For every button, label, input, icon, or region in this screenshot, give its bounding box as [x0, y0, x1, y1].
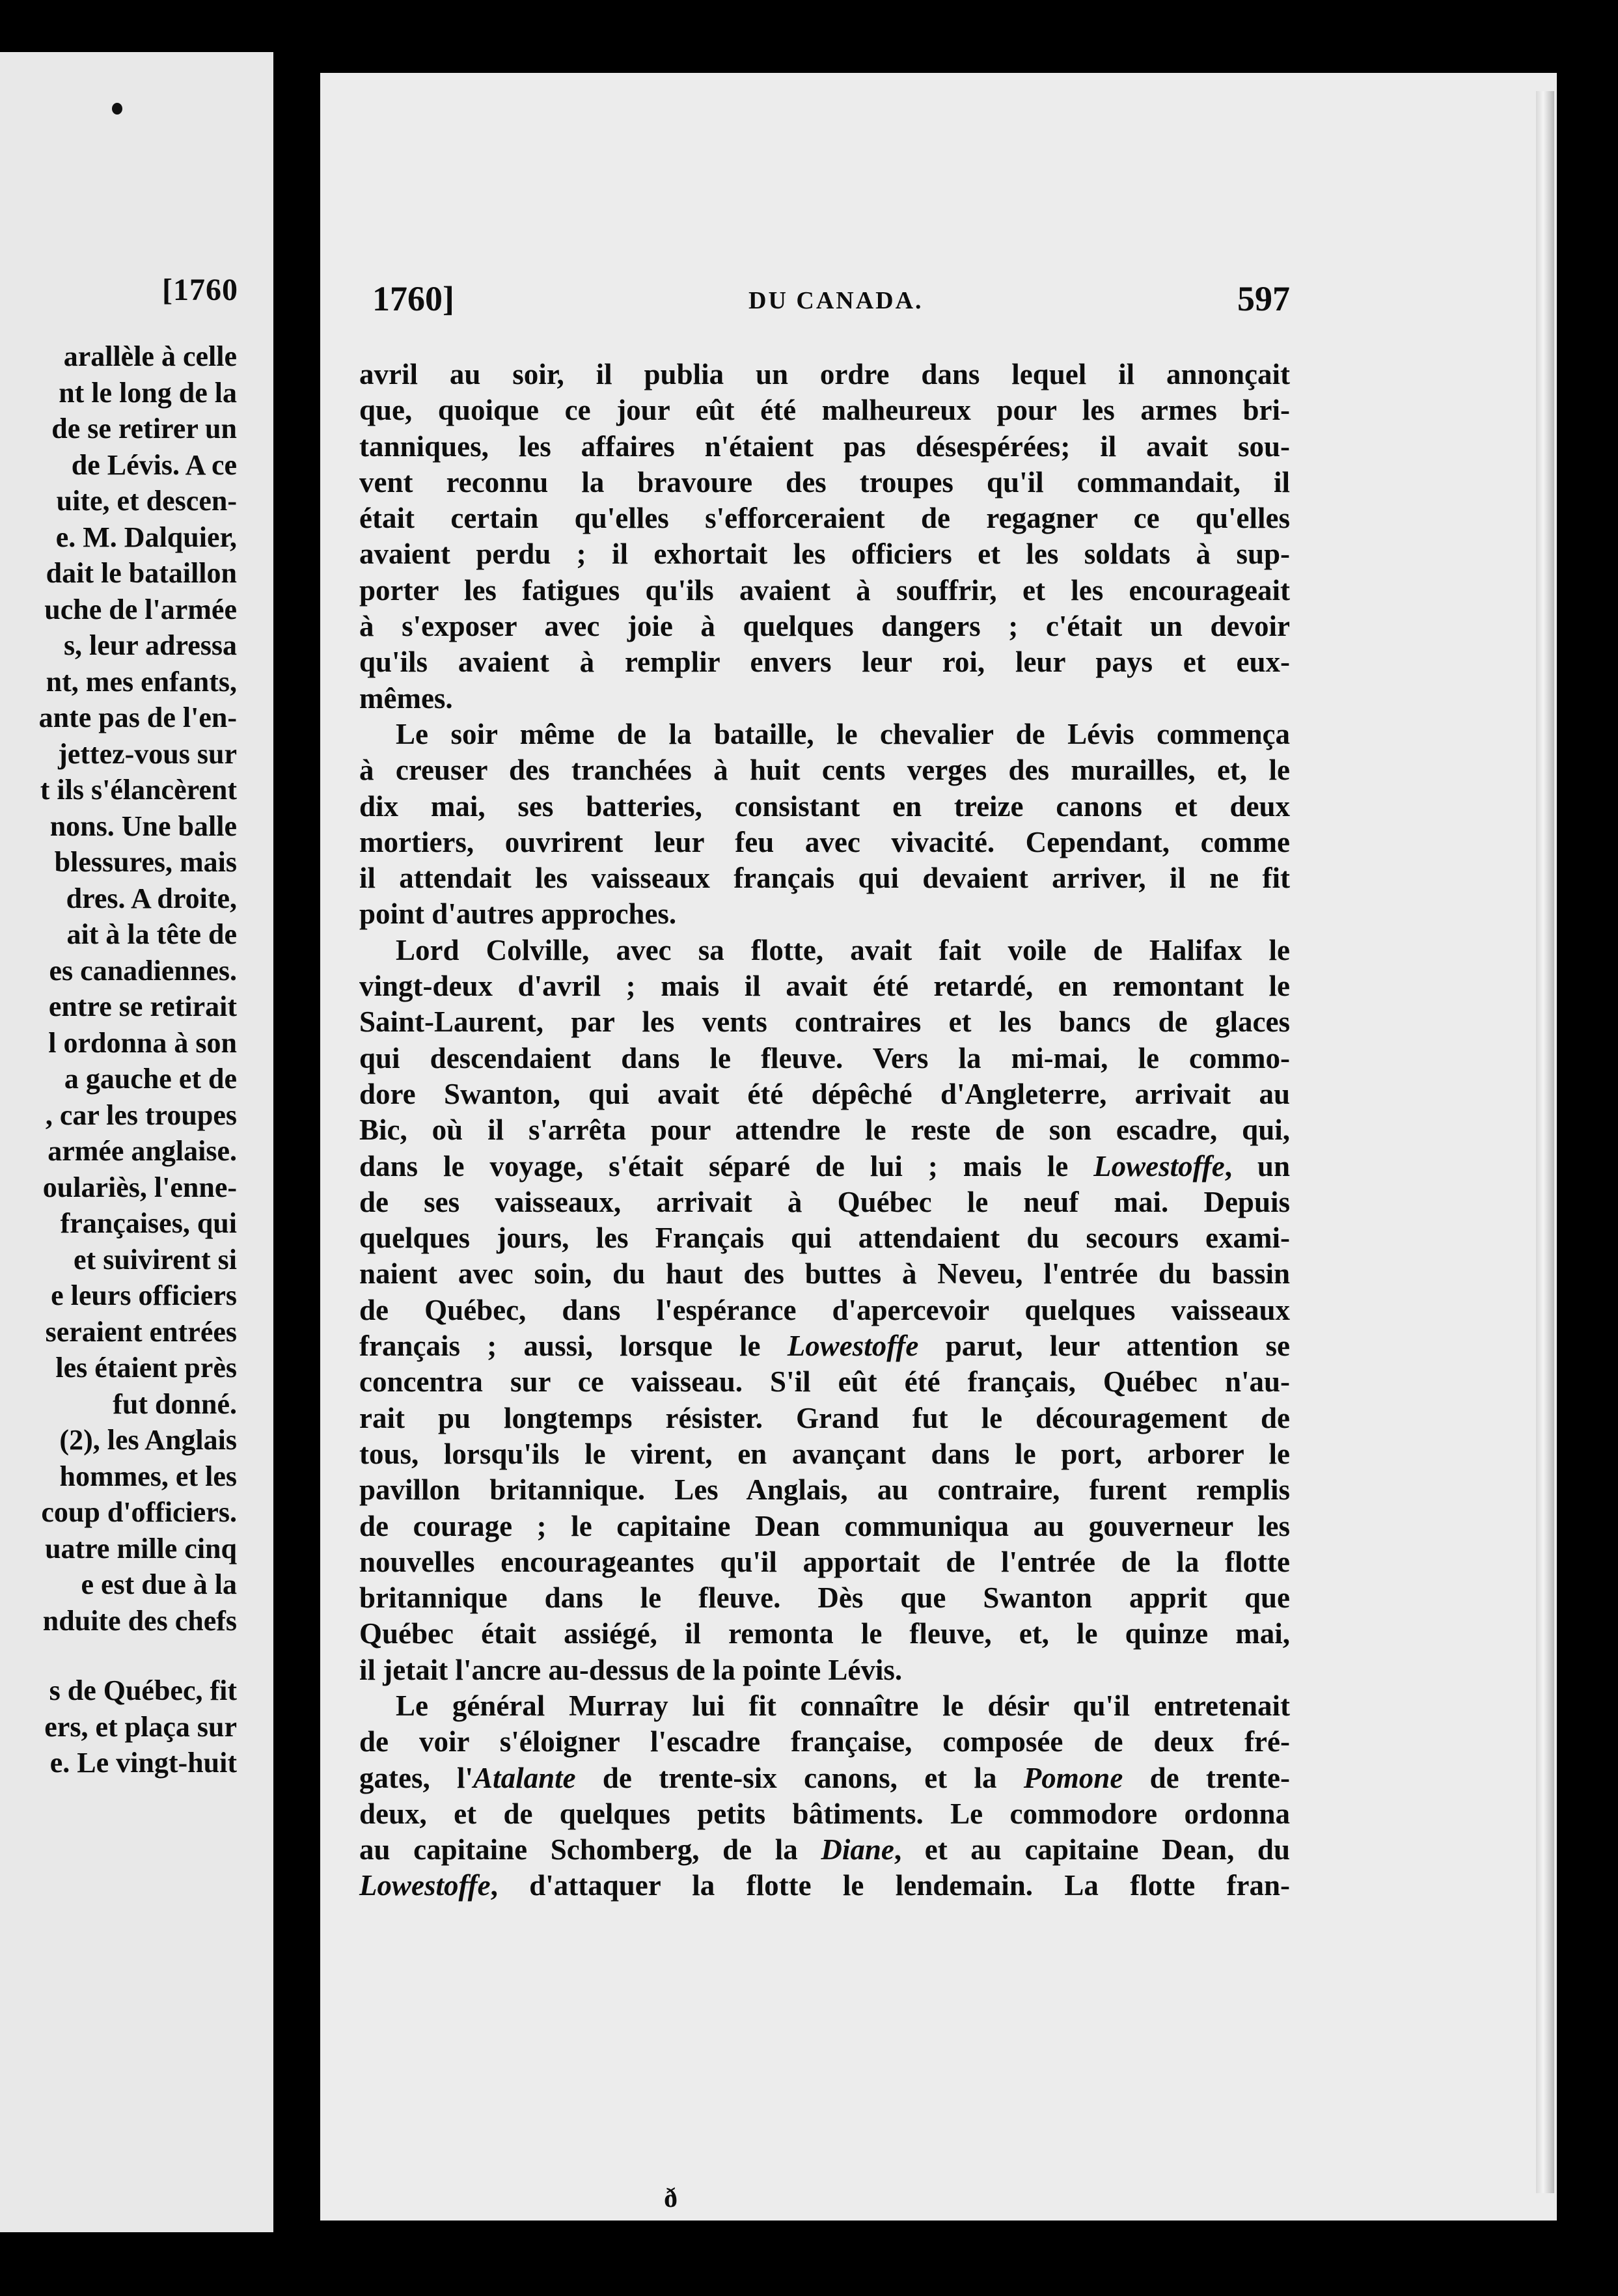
text-line: pavillon britannique. Les Anglais, au contraire, furent remplis — [359, 1473, 1290, 1507]
text-line: à s'exposer avec joie à quelques dangers ; c'était un devoir — [359, 610, 1290, 643]
text-line: mortiers, ouvrirent leur feu avec vivacité. Cependant, comme — [359, 825, 1290, 858]
text-run: parut, leur attention se — [918, 1330, 1290, 1363]
left-text-line: et suivirent si — [74, 1243, 237, 1276]
text-line: vent reconnu la bravoure des troupes qu'il commandait, il — [359, 465, 1290, 499]
left-text-line: (2), les Anglais — [59, 1424, 237, 1456]
left-text-line: blessures, mais — [54, 846, 237, 878]
text-line: Le général Murray lui fit connaître le désir qu'il entretenait — [396, 1689, 1290, 1722]
text-line: qu'ils avaient à remplir envers leur roi, leur pays et eux- — [359, 646, 1290, 679]
left-text-line: nt le long de la — [59, 376, 237, 409]
left-text-line: es canadiennes. — [49, 954, 237, 987]
text-line: porter les fatigues qu'ils avaient à souffrir, et les encourageait — [359, 573, 1290, 607]
left-page-year-header: [1760 — [162, 273, 238, 307]
text-line: de Québec, dans l'espérance d'apercevoir quelques vaisseaux — [359, 1293, 1290, 1326]
book-gutter — [273, 0, 320, 2296]
text-line: point d'autres approches. — [359, 897, 677, 931]
text-line: avaient perdu ; il exhortait les officiers et les soldats à sup- — [359, 538, 1290, 571]
left-text-line: fut donné. — [113, 1387, 237, 1420]
left-text-line: dres. A droite, — [66, 882, 237, 914]
left-text-line: uite, et descen- — [56, 485, 237, 517]
left-text-line: coup d'officiers. — [41, 1496, 237, 1528]
text-run: de trente- — [1123, 1761, 1291, 1794]
text-run: , d'attaquer la flotte le lendemain. La flotte fran- — [490, 1869, 1290, 1902]
ship-name: Lowestoffe — [787, 1330, 919, 1363]
left-text-line: s de Québec, fit — [49, 1674, 237, 1706]
ship-name: Atalante — [473, 1761, 576, 1794]
text-line — [359, 1760, 1290, 1796]
left-text-line: l ordonna à son — [48, 1026, 237, 1059]
text-line — [359, 1868, 1290, 1904]
text-line: dore Swanton, qui avait été dépêché d'Angleterre, arrivait au — [359, 1077, 1290, 1110]
ship-name: Pomone — [1023, 1761, 1123, 1794]
text-line: tous, lorsqu'ils le virent, en avançant dans le port, arborer le — [359, 1437, 1290, 1470]
text-run: dans le voyage, s'était séparé de lui ; mais le — [359, 1149, 1094, 1182]
text-line: mêmes. — [359, 681, 453, 715]
text-line: qui descendaient dans le fleuve. Vers la mi-mai, le commo- — [359, 1041, 1290, 1074]
left-text-line: uche de l'armée — [44, 593, 237, 625]
left-page-fragment — [0, 52, 273, 2232]
text-line — [359, 1149, 1290, 1184]
left-text-line: de Lévis. A ce — [71, 448, 237, 481]
left-text-line: ante pas de l'en- — [38, 702, 237, 733]
page-number: 597 — [1237, 279, 1290, 318]
text-run: français ; aussi, lorsque le — [359, 1330, 788, 1363]
left-text-line: jettez-vous sur — [58, 737, 237, 770]
text-line: tanniques, les affaires n'étaient pas désespérées; il avait sou- — [359, 430, 1290, 463]
left-text-line: de se retirer un — [51, 413, 237, 444]
left-text-line: t ils s'élancèrent — [40, 774, 237, 806]
ship-name: Diane — [821, 1833, 894, 1866]
text-line — [359, 1328, 1290, 1364]
text-run: gates, l' — [359, 1761, 474, 1794]
text-run: de trente-six canons, et la — [575, 1761, 1024, 1794]
text-line: de courage ; le capitaine Dean communiqua au gouverneur les — [359, 1509, 1290, 1542]
left-text-line: e leurs officiers — [51, 1279, 237, 1311]
body-text — [359, 357, 1290, 1904]
text-line: Le soir même de la bataille, le chevalier de Lévis commença — [396, 717, 1290, 750]
left-text-line: les étaient près — [55, 1352, 237, 1384]
text-line — [359, 1832, 1290, 1868]
text-line: Bic, où il s'arrêta pour attendre le reste de son escadre, qui, — [359, 1114, 1290, 1147]
text-line: nouvelles encourageantes qu'il apportait de l'entrée de la flotte — [359, 1545, 1290, 1578]
text-line: deux, et de quelques petits bâtiments. Le commodore ordonna — [359, 1797, 1290, 1830]
text-line: naient avec soin, du haut des buttes à Neveu, l'entrée du bassin — [359, 1257, 1290, 1291]
text-line: britannique dans le fleuve. Dès que Swanton apprit que — [359, 1581, 1290, 1615]
left-text-line: , car les troupes — [45, 1099, 237, 1131]
text-line: Québec était assiégé, il remonta le fleuve, et, le quinze mai, — [359, 1617, 1290, 1650]
left-text-line: oulariès, l'enne- — [42, 1171, 237, 1203]
left-text-line: a gauche et de — [64, 1063, 237, 1095]
bottom-printer-mark: ð — [664, 2183, 678, 2213]
text-line: était certain qu'elles s'efforceraient de regagner ce qu'elles — [359, 502, 1290, 535]
text-line: concentra sur ce vaisseau. S'il eût été français, Québec n'au- — [359, 1365, 1290, 1399]
left-text-line: seraient entrées — [45, 1315, 237, 1348]
left-text-line: hommes, et les — [59, 1460, 237, 1492]
left-text-line: arallèle à celle — [63, 340, 237, 372]
blank-line — [0, 1639, 237, 1673]
text-line: avril au soir, il publia un ordre dans lequel il annonçait — [359, 358, 1290, 390]
ship-name: Lowestoffe — [359, 1869, 491, 1902]
text-line: quelques jours, les Français qui attendaient du secours exami- — [359, 1222, 1290, 1255]
left-text-line: nduite des chefs — [42, 1604, 237, 1637]
left-text-line: françaises, qui — [60, 1207, 237, 1239]
left-text-line: entre se retirait — [48, 991, 237, 1022]
text-run: , et au capitaine Dean, du — [894, 1833, 1290, 1866]
ink-dot — [112, 103, 122, 115]
running-head-title: DU CANADA. — [748, 287, 924, 314]
ship-name: Lowestoffe — [1093, 1149, 1225, 1182]
left-page-text-column — [0, 338, 237, 1781]
left-text-line: e. M. Dalquier, — [55, 521, 237, 553]
left-text-line: dait le bataillon — [46, 557, 237, 589]
text-line: que, quoique ce jour eût été malheureux pour les armes bri- — [359, 394, 1290, 427]
text-line: Lord Colville, avec sa flotte, avait fait voile de Halifax le — [396, 933, 1290, 966]
running-head-year: 1760] — [372, 279, 454, 318]
text-line: Saint-Laurent, par les vents contraires et les bancs de glaces — [359, 1005, 1290, 1039]
text-line: vingt-deux d'avril ; mais il avait été retardé, en remontant le — [359, 970, 1290, 1003]
text-line: de voir s'éloigner l'escadre française, composée de deux fré- — [359, 1725, 1290, 1758]
left-text-line: uatre mille cinq — [45, 1532, 237, 1565]
running-head — [372, 279, 1290, 324]
left-text-line: e est due à la — [81, 1568, 237, 1600]
page-edge — [1536, 91, 1554, 2193]
text-line: à creuser des tranchées à huit cents verges des murailles, et, le — [359, 754, 1290, 787]
text-line: dix mai, ses batteries, consistant en treize canons et deux — [359, 789, 1290, 823]
left-text-line: ait à la tête de — [66, 918, 237, 950]
left-text-line: nons. Une balle — [49, 810, 237, 842]
text-line: il attendait les vaisseaux français qui devaient arriver, il ne fit — [359, 862, 1290, 895]
text-run: au capitaine Schomberg, de la — [359, 1833, 821, 1866]
text-run: , un — [1224, 1149, 1290, 1182]
left-text-line: ers, et plaça sur — [44, 1710, 237, 1743]
left-text-line: s, leur adressa — [63, 629, 237, 661]
text-line: de ses vaisseaux, arrivait à Québec le neuf mai. Depuis — [359, 1185, 1290, 1218]
left-text-line: e. Le vingt-huit — [49, 1747, 237, 1779]
left-text-line: nt, mes enfants, — [46, 665, 237, 698]
text-line: il jetait l'ancre au-dessus de la pointe Lévis. — [359, 1653, 903, 1686]
text-line: rait pu longtemps résister. Grand fut le découragement de — [359, 1401, 1290, 1434]
left-text-line: armée anglaise. — [48, 1135, 237, 1167]
